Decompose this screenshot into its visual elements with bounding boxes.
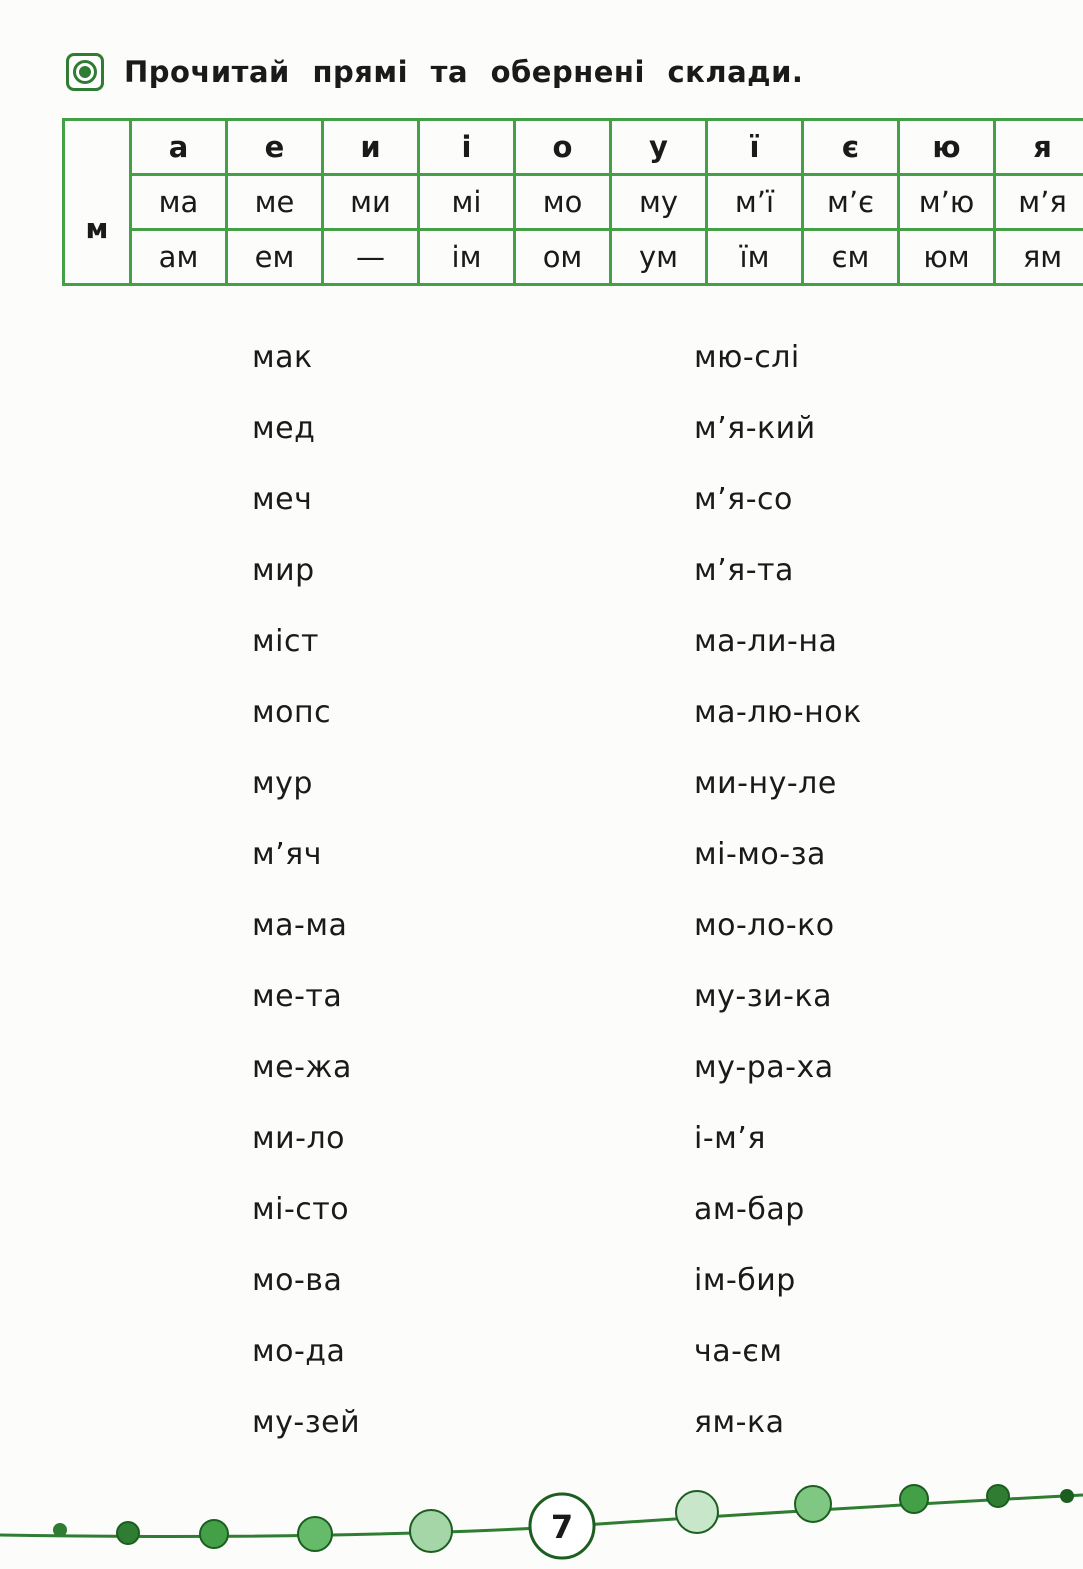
vowel-cell: ї [707, 120, 803, 175]
list-item: мо-да [252, 1334, 346, 1369]
bead-icon [987, 1485, 1009, 1507]
page-number: 7 [550, 1508, 574, 1546]
list-item: ме-жа [252, 1050, 352, 1085]
direct-syllable-cell: м’я [995, 175, 1083, 230]
list-item: ма-лю-нок [694, 695, 862, 730]
list-item: мі-сто [252, 1192, 350, 1227]
direct-syllable-row [64, 175, 1083, 230]
direct-syllable-cell: мі [419, 175, 515, 230]
list-item: ам-бар [694, 1192, 805, 1227]
list-item: ім-бир [694, 1263, 796, 1298]
list-item: мі-мо-за [694, 837, 826, 872]
word-list-left [252, 330, 360, 1466]
bead-icon [900, 1485, 928, 1513]
vowel-row [64, 120, 1083, 175]
list-item: му-ра-ха [694, 1050, 834, 1085]
reverse-syllable-cell: єм [803, 230, 899, 285]
list-item: м’я-кий [694, 411, 816, 446]
list-item: мед [252, 411, 316, 446]
reverse-syllable-row [64, 230, 1083, 285]
vowel-cell: і [419, 120, 515, 175]
vowel-cell: ю [899, 120, 995, 175]
direct-syllable-cell: ми [323, 175, 419, 230]
direct-syllable-cell: ма [131, 175, 227, 230]
reverse-syllable-cell: юм [899, 230, 995, 285]
list-item: мур [252, 766, 313, 801]
list-item: ям-ка [694, 1405, 785, 1440]
list-item: мир [252, 553, 315, 588]
reverse-syllable-cell: — [323, 230, 419, 285]
reverse-syllable-cell: їм [707, 230, 803, 285]
list-item: м’я-та [694, 553, 794, 588]
syllable-table [62, 118, 1083, 286]
direct-syllable-cell: м’ю [899, 175, 995, 230]
list-item: мак [252, 340, 313, 375]
list-item: ма-ли-на [694, 624, 838, 659]
vowel-cell: я [995, 120, 1083, 175]
target-circle-icon [66, 53, 104, 91]
reverse-syllable-cell: ем [227, 230, 323, 285]
vowel-cell: е [227, 120, 323, 175]
direct-syllable-cell: му [611, 175, 707, 230]
vowel-cell: є [803, 120, 899, 175]
bead-icon [410, 1510, 452, 1552]
bead-icon [795, 1486, 831, 1522]
direct-syllable-cell: м’ї [707, 175, 803, 230]
list-item: мопс [252, 695, 332, 730]
list-item: ме-та [252, 979, 343, 1014]
reverse-syllable-cell: ам [131, 230, 227, 285]
word-list-right [694, 330, 862, 1466]
reverse-syllable-cell: ом [515, 230, 611, 285]
list-item: меч [252, 482, 313, 517]
task-title: Прочитай прямі та обернені склади. [124, 55, 804, 89]
list-item: ча-єм [694, 1334, 783, 1369]
direct-syllable-cell: ме [227, 175, 323, 230]
task-header [66, 50, 803, 94]
list-item: мю-слі [694, 340, 800, 375]
bead-icon [117, 1522, 139, 1544]
bead-icon [53, 1523, 67, 1537]
direct-syllable-cell: мо [515, 175, 611, 230]
list-item: м’я-со [694, 482, 793, 517]
list-item: ма-ма [252, 908, 348, 943]
direct-syllable-cell: м’є [803, 175, 899, 230]
bead-icon [200, 1520, 228, 1548]
consonant-cell: м [64, 175, 131, 285]
list-item: му-зи-ка [694, 979, 832, 1014]
list-item: ми-ну-ле [694, 766, 837, 801]
reverse-syllable-cell: ям [995, 230, 1083, 285]
footer-bead-line [0, 1480, 1083, 1569]
list-item: мо-ло-ко [694, 908, 835, 943]
vowel-cell: у [611, 120, 707, 175]
reverse-syllable-cell: ум [611, 230, 707, 285]
list-item: мо-ва [252, 1263, 343, 1298]
vowel-cell: о [515, 120, 611, 175]
bead-icon [298, 1517, 332, 1551]
page-footer [0, 1480, 1083, 1569]
vowel-cell: и [323, 120, 419, 175]
list-item: міст [252, 624, 319, 659]
list-item: ми-ло [252, 1121, 345, 1156]
bead-icon [676, 1491, 718, 1533]
table-corner [64, 120, 131, 175]
list-item: му-зей [252, 1405, 361, 1440]
list-item: м’яч [252, 837, 322, 872]
reverse-syllable-cell: ім [419, 230, 515, 285]
bead-icon [1060, 1489, 1074, 1503]
vowel-cell: а [131, 120, 227, 175]
list-item: і-м’я [694, 1121, 766, 1156]
